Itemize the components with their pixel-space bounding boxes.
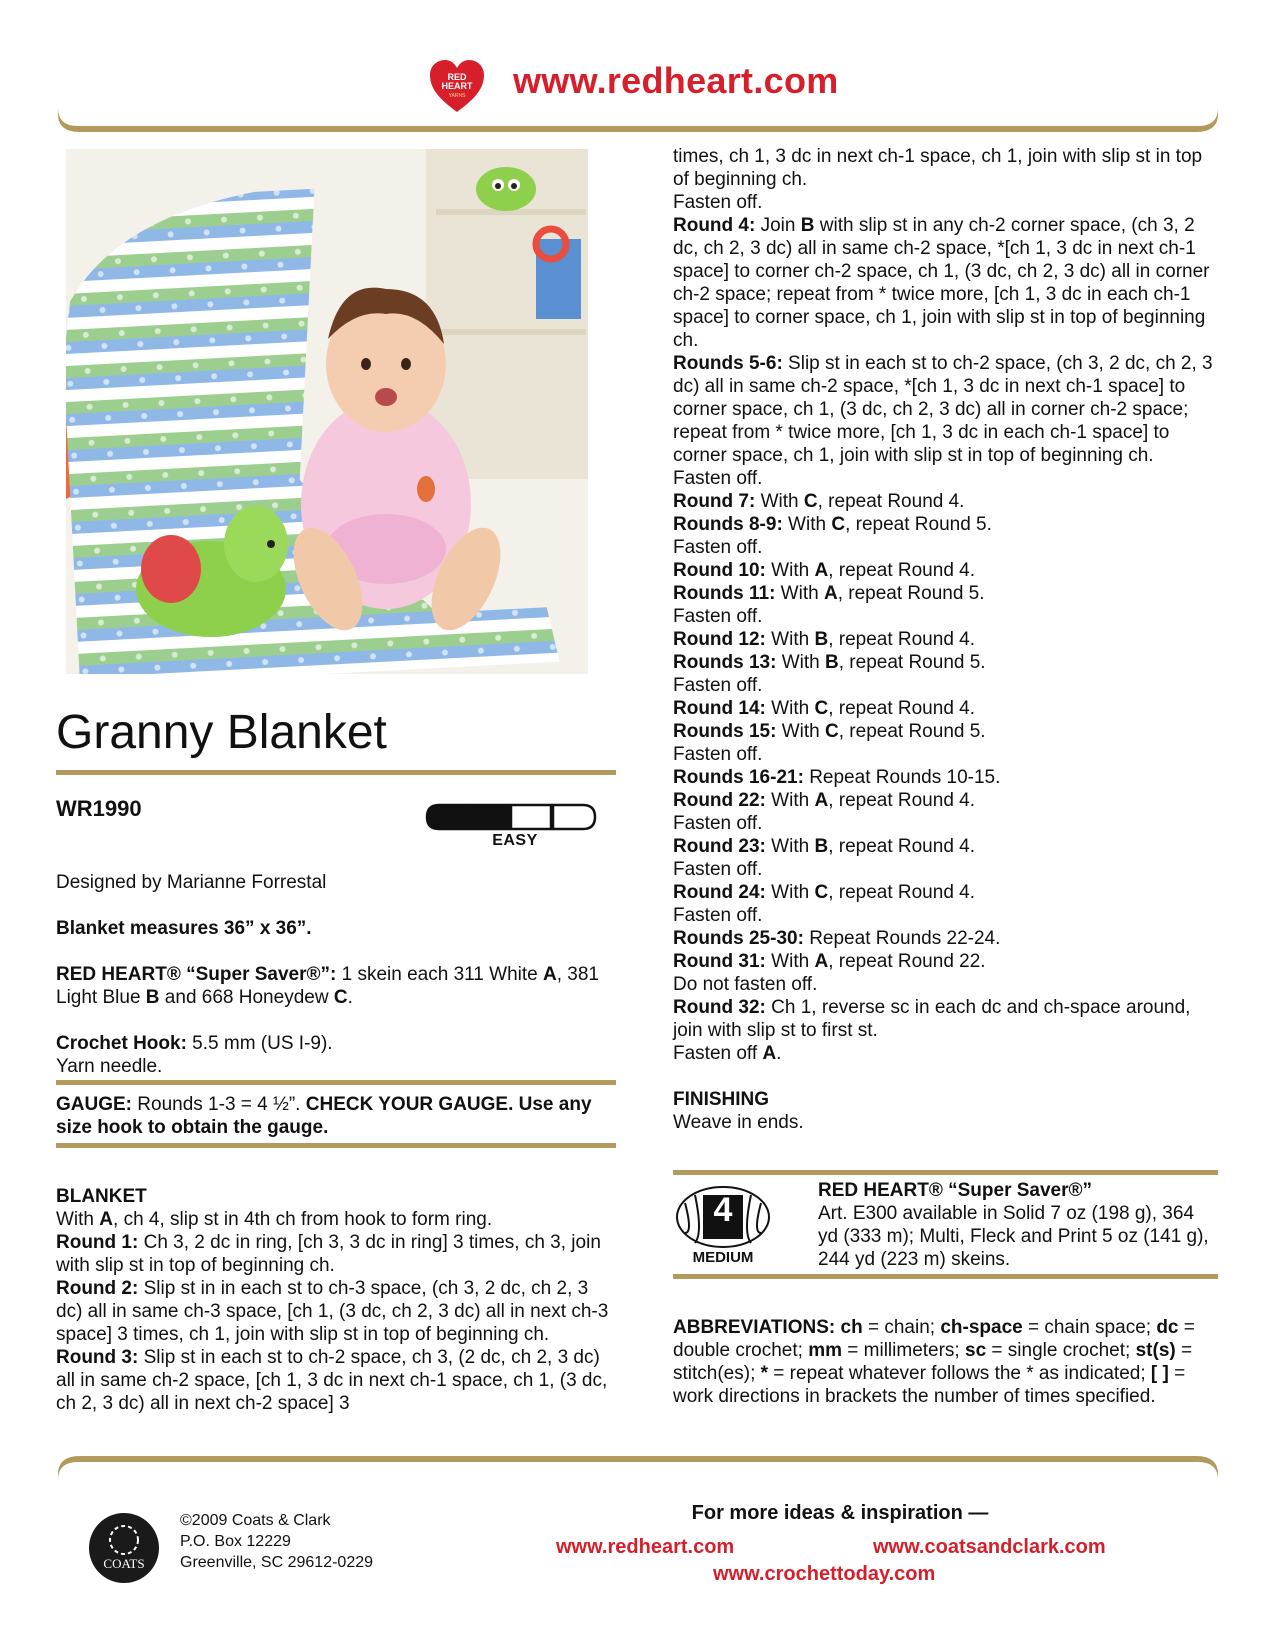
designer-credit: Designed by Marianne Forrestal: [56, 872, 327, 893]
svg-text:YARNS: YARNS: [448, 93, 466, 99]
footer-gold-band: [58, 1456, 1218, 1480]
yarn-weight-number: 4: [713, 1191, 733, 1229]
yarn-description: RED HEART® “Super Saver®” Art. E300 available in Solid 7 oz (198 g), 364 yd (333 m); Multi, Fleck and Print 5 oz (141 g), 244 yd (223 m) skeins.: [818, 1180, 1209, 1270]
footer-link-coatsandclark[interactable]: www.coatsandclark.com: [873, 1536, 1106, 1558]
footer-link-redheart[interactable]: www.redheart.com: [556, 1536, 735, 1558]
coats-logo[interactable]: [88, 1512, 160, 1584]
hook-requirement: Crochet Hook: 5.5 mm (US I-9).: [56, 1033, 333, 1054]
abbreviations-section: ABBREVIATIONS: ch = chain; ch-space = chain space; dc = double crochet; mm = millimeters; sc = single crochet; st(s) = stitch(es); * = repeat whatever follows the * as indicated; [ ] = work directions in brackets the number of times specified.: [673, 1317, 1195, 1407]
svg-text:HEART: HEART: [441, 81, 473, 91]
gauge-section: GAUGE: Rounds 1-3 = 4 ½”. CHECK YOUR GAUGE. Use any size hook to obtain the gauge.: [56, 1094, 592, 1138]
header-gold-band: [58, 108, 1218, 132]
yarn-requirements: RED HEART® “Super Saver®”: 1 skein each 311 White A, 381 Light Blue B and 668 Honeydew C.: [56, 964, 599, 1008]
skill-level-label: EASY: [492, 832, 538, 849]
blanket-instructions: BLANKET With A, ch 4, slip st in 4th ch from hook to form ring. Round 1: Ch 3, 2 dc in ring, [ch 3, 3 dc in ring] 3 times, ch 3, join with slip st in top of beginning ch. Round 2: Slip st in in each st to ch-3 space, (ch 3, 2 dc, ch 2, 3 dc) all in same ch-3 space, [ch 1, (3 dc, ch 2, 3 dc) all in next ch-3 space] 3 times, ch 1, join with slip st in top of beginning ch. Round 3: Slip st in each st to ch-2 space, ch 3, (2 dc, ch 2, 3 dc) all in same ch-2 space, [ch 1, 3 dc in next ch-1 space, ch 1, (3 dc, ch 2, 3 dc) all in next ch-2 space] 3: [56, 1186, 609, 1414]
gauge-top-rule: [56, 1080, 616, 1085]
instructions-continued: times, ch 1, 3 dc in next ch-1 space, ch 1, join with slip st in top of beginning ch. Fasten off. Round 4: Join B with slip st in any ch-2 corner space, (ch 3, 2 dc, ch 2, 3 dc) all in same ch-2 space, *[ch 1, 3 dc in next ch-1 space] to corner ch-2 space, ch 1, (3 dc, ch 2, 3 dc) all in corner ch-2 space; repeat from * twice more, [ch 1, 3 dc in each ch-1 space] to corner space, ch 1, join with slip st in top of beginning ch. Rounds 5-6: Slip st in each st to ch-2 space, (ch 3, 2 dc, ch 2, 3 dc) all in same ch-2 space, *[ch 1, 3 dc in next ch-1 space] to corner space, ch 1, (3 dc, ch 2, 3 dc) all in corner ch-2 space; repeat from * twice more, [ch 1, 3 dc in each ch-1 space] to corner space, ch 1, join with slip st in top of beginning ch. Fasten off. Round 7: With C, repeat Round 4. Rounds 8-9: With C, repeat Round 5. Fasten off. Round 10: With A, repeat Round 4. Rounds 11: With A, repeat Round 5. Fasten off. Round 12: With B, repeat Round 4. Rounds 13: With B, repeat Round 5. Fasten off. Round 14: With C, repeat Round 4. Rounds 15: With C, repeat Round 5. Fasten off. Rounds 16-21: Repeat Rounds 10-15. Round 22: With A, repeat Round 4. Fasten off. Round 23: With B, repeat Round 4. Fasten off. Round 24: With C, repeat Round 4. Fasten off. Rounds 25-30: Repeat Rounds 22-24. Round 31: With A, repeat Round 22. Do not fasten off. Round 32: Ch 1, reverse sc in each dc and ch-space around, join with slip st to first st. Fasten off A. FINISHING Weave in ends.: [673, 146, 1213, 1133]
yarn-box-bottom-rule: [673, 1274, 1218, 1279]
header-url-link[interactable]: www.redheart.com: [513, 60, 839, 101]
more-ideas-heading: For more ideas & inspiration —: [691, 1502, 989, 1524]
gauge-bottom-rule: [56, 1143, 616, 1148]
red-heart-logo[interactable]: [428, 58, 486, 114]
company-address: ©2009 Coats & Clark P.O. Box 12229 Greenville, SC 29612-0229: [180, 1512, 374, 1571]
pattern-code: WR1990: [56, 796, 142, 821]
title-divider: [56, 770, 616, 775]
footer-link-crochettoday[interactable]: www.crochettoday.com: [713, 1563, 936, 1585]
yarn-box-top-rule: [673, 1170, 1218, 1175]
blanket-measurement: Blanket measures 36” x 36”.: [56, 918, 312, 939]
blanket-photo: [66, 149, 588, 674]
svg-text:COATS: COATS: [103, 1556, 145, 1571]
svg-text:RED: RED: [447, 72, 467, 82]
materials-section: [56, 867, 616, 1078]
needle-requirement: Yarn needle.: [56, 1056, 163, 1077]
yarn-weight-label: MEDIUM: [692, 1249, 754, 1266]
pattern-title: Granny Blanket: [56, 706, 387, 759]
yarn-info-box: [673, 1181, 1218, 1271]
